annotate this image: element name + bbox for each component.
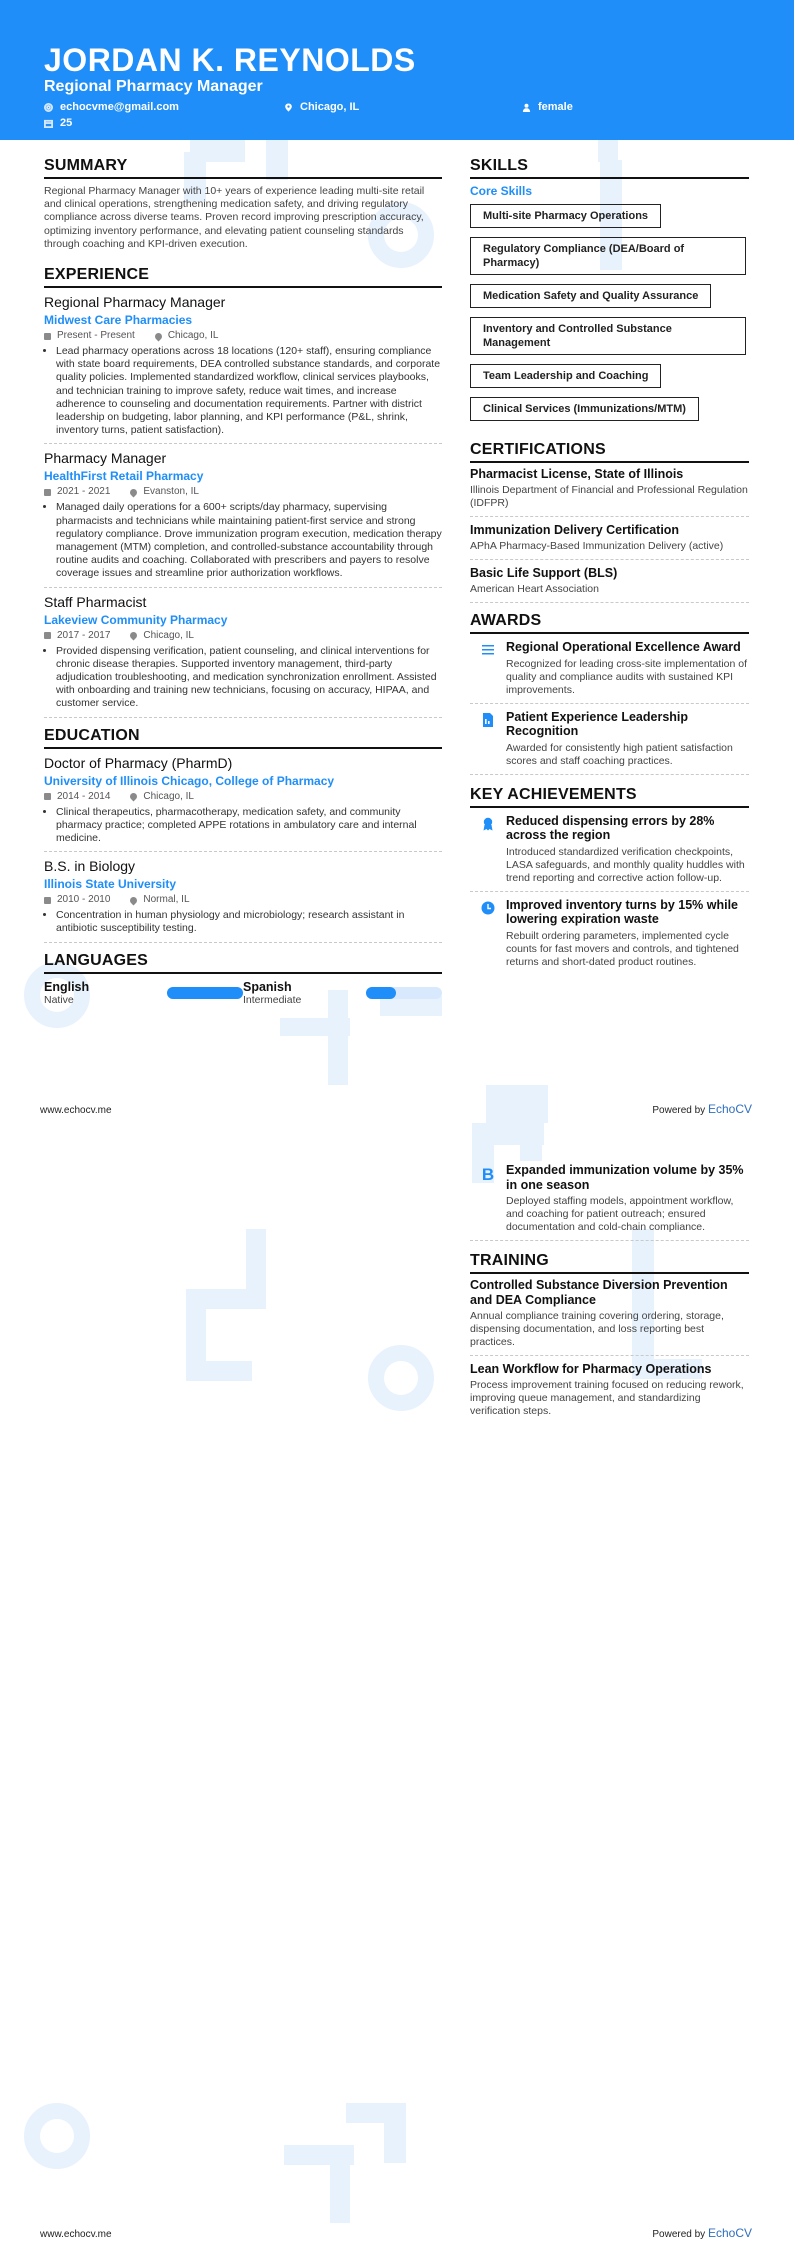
certification-issuer: Illinois Department of Financial and Professional Regulation (IDFPR) — [470, 484, 748, 509]
job-location: Chicago, IL — [143, 629, 194, 641]
end-date: 2017 — [88, 629, 111, 641]
award-title: Regional Operational Excellence Award — [506, 640, 741, 654]
document-icon — [470, 710, 506, 768]
start-date: 2010 — [57, 894, 80, 906]
achievement-item — [470, 892, 749, 975]
certifications-heading: CERTIFICATIONS — [470, 440, 749, 463]
job-meta: Present - Present Chicago, IL — [44, 330, 442, 342]
person-icon — [522, 103, 531, 112]
skill-tag: Team Leadership and Coaching — [470, 364, 661, 388]
education-meta: 2010 - 2010 Normal, IL — [44, 894, 442, 906]
location-pin-icon — [153, 331, 163, 341]
summary-text: Regional Pharmacy Manager with 10+ years of experience leading multi-site retail and clinical operations, strengthening medication safety, and driving regulatory compliance across diverse teams. Proven record improving prescription accuracy, optimizing inventory performance, and elevating patient counseling standards through coaching and KPI-driven execution. — [44, 185, 425, 250]
footer-site[interactable]: www.echocv.me — [40, 2229, 112, 2240]
resume-page-2 — [0, 1123, 794, 2246]
candidate-name: JORDAN K. REYNOLDS — [44, 42, 416, 78]
skill-tag: Regulatory Compliance (DEA/Board of Pharmacy) — [470, 237, 746, 275]
end-date: 2021 — [88, 486, 111, 498]
language-level: Native — [44, 993, 74, 1006]
language-proficiency-fill — [366, 987, 396, 999]
brand-logo: EchoCV — [707, 1102, 752, 1116]
certification-issuer: American Heart Association — [470, 583, 599, 595]
education-entry — [44, 858, 442, 942]
decorative-shape — [186, 1289, 266, 1309]
language-name: English — [44, 979, 90, 994]
skill-tag: Inventory and Controlled Substance Management — [470, 317, 746, 355]
right-column-continued — [470, 1159, 749, 1430]
calendar-icon — [44, 793, 51, 800]
language-item — [44, 980, 243, 1006]
location-text: Chicago, IL — [300, 101, 360, 113]
languages-list — [44, 980, 442, 1006]
certification-item — [470, 467, 749, 517]
experience-entry — [44, 294, 442, 444]
decorative-shape — [520, 1123, 542, 1161]
award-description: Recognized for leading cross-site implementation of quality and compliance audits with sustained KPI improvements. — [506, 657, 748, 696]
calendar-icon — [44, 897, 51, 904]
achievement-title: Expanded immunization volume by 35% in one season — [506, 1163, 744, 1192]
location-pin-icon — [129, 792, 139, 802]
powered-by-text: Powered by — [652, 1105, 706, 1116]
skill-tag: Medication Safety and Quality Assurance — [470, 284, 711, 308]
achievements-heading: KEY ACHIEVEMENTS — [470, 785, 749, 808]
training-description: Annual compliance training covering ordering, storage, dispensing documentation, and loss reporting best practices. — [470, 1310, 724, 1348]
resume-header — [0, 0, 794, 140]
company-name: HealthFirst Retail Pharmacy — [44, 469, 204, 484]
education-meta: 2014 - 2014 Chicago, IL — [44, 791, 442, 803]
skills-heading: SKILLS — [470, 156, 749, 179]
footer-powered-by — [652, 2226, 752, 2240]
start-date: 2017 — [57, 629, 80, 641]
decorative-ring — [368, 1345, 434, 1411]
job-title: Staff Pharmacist — [44, 593, 147, 610]
location-pin-icon — [129, 631, 139, 641]
right-column — [470, 156, 749, 975]
school-name: University of Illinois Chicago, College of Pharmacy — [44, 773, 335, 788]
end-date: Present — [100, 330, 135, 342]
contact-location — [284, 100, 359, 114]
certification-item — [470, 523, 749, 560]
clock-icon — [470, 898, 506, 969]
company-name: Lakeview Community Pharmacy — [44, 612, 228, 627]
achievement-description: Deployed staffing models, appointment workflow, and coaching for patient outreach; ensured documentation and cold-chain compliance. — [506, 1195, 734, 1233]
email-text: echocvme@gmail.com — [60, 101, 179, 113]
training-heading: TRAINING — [470, 1251, 749, 1274]
footer-site[interactable]: www.echocv.me — [40, 1105, 112, 1116]
languages-heading: LANGUAGES — [44, 951, 442, 974]
decorative-ring — [24, 2103, 90, 2169]
brand-logo: EchoCV — [707, 2226, 752, 2240]
award-item — [470, 634, 749, 704]
achievement-item — [470, 808, 749, 892]
end-date: 2010 — [88, 894, 111, 906]
list-icon — [470, 640, 506, 697]
award-description: Awarded for consistently high patient satisfaction scores and staff coaching practices. — [506, 741, 733, 767]
skills-list — [470, 204, 749, 430]
skill-tag: Multi-site Pharmacy Operations — [470, 204, 661, 228]
age-text: 25 — [60, 117, 73, 129]
certification-name: Immunization Delivery Certification — [470, 523, 680, 537]
job-description: • Managed daily operations for a 600+ scripts/day pharmacy, supervising pharmacists and technicians while maintaining patient-first service and strong regulatory compliance. Drove immunization program execution, medication therapy management (MTM) completion, and controlled-substance accountability through routine audits and coaching. Collaborated with prescribers and payers to resolve coverage issues and streamline prior authorization workflows. — [56, 501, 442, 580]
language-proficiency-bar — [366, 987, 442, 999]
calendar-icon — [44, 333, 51, 340]
left-column — [44, 156, 442, 1006]
job-title: Pharmacy Manager — [44, 450, 167, 467]
certification-name: Basic Life Support (BLS) — [470, 566, 618, 580]
training-item — [470, 1362, 749, 1424]
decorative-shape — [486, 1085, 548, 1123]
language-item — [243, 980, 442, 1006]
job-location: Evanston, IL — [143, 486, 199, 498]
start-date: Present — [57, 330, 92, 342]
education-entry — [44, 755, 442, 853]
end-date: 2014 — [88, 790, 111, 802]
certification-item — [470, 566, 749, 603]
school-location: Chicago, IL — [143, 790, 194, 802]
decorative-shape — [284, 2145, 354, 2165]
job-meta: 2017 - 2017 Chicago, IL — [44, 630, 442, 642]
contact-age — [44, 116, 72, 130]
skill-tag: Clinical Services (Immunizations/MTM) — [470, 397, 699, 421]
awards-heading: AWARDS — [470, 611, 749, 634]
education-description: • Clinical therapeutics, pharmacotherapy, medication safety, and community pharmacy practice; completed APPE rotations in ambulatory care and internal medicine. — [56, 806, 442, 846]
company-name: Midwest Care Pharmacies — [44, 313, 193, 328]
education-heading: EDUCATION — [44, 726, 442, 749]
candidate-title: Regional Pharmacy Manager — [44, 78, 263, 95]
education-description: • Concentration in human physiology and microbiology; research assistant in antibiotic susceptibility testing. — [56, 909, 442, 935]
gender-text: female — [538, 101, 573, 113]
experience-entry — [44, 594, 442, 718]
start-date: 2021 — [57, 486, 80, 498]
achievement-description: Introduced standardized verification checkpoints, LASA safeguards, and monthly quality huddles with trend reporting and corrective action follow-up. — [506, 845, 745, 884]
training-name: Lean Workflow for Pharmacy Operations — [470, 1362, 712, 1376]
decorative-shape — [330, 2163, 350, 2223]
job-title: Regional Pharmacy Manager — [44, 294, 226, 311]
job-location: Chicago, IL — [167, 330, 219, 342]
ribbon-icon — [470, 814, 506, 885]
job-meta: 2021 - 2021 Evanston, IL — [44, 486, 442, 498]
language-name: Spanish — [243, 979, 292, 994]
job-description: • Lead pharmacy operations across 18 locations (120+ staff), ensuring compliance with state board requirements, DEA controlled substance standards, and corporate quality policies. Implemented standardized workflow, clinical services playbooks, and technician training to improve safety, reduce wait times, and increase adherence to counseling and documentation requirements. Partner with district leadership on budgeting, labor planning, and KPI performance (P&L, shrink, inventory turns, patient satisfaction). — [56, 345, 442, 437]
decorative-shape — [384, 2103, 406, 2163]
powered-by-text: Powered by — [652, 2229, 706, 2240]
calendar-icon — [44, 632, 51, 639]
contact-gender — [522, 100, 573, 114]
school-location: Normal, IL — [143, 894, 190, 906]
language-level: Intermediate — [243, 993, 302, 1006]
training-name: Controlled Substance Diversion Prevention and DEA Compliance — [470, 1278, 728, 1307]
award-item — [470, 704, 749, 775]
location-pin-icon — [284, 103, 293, 112]
contact-email[interactable] — [44, 100, 179, 114]
location-pin-icon — [129, 895, 139, 905]
decorative-shape — [186, 1361, 252, 1381]
certification-issuer: APhA Pharmacy-Based Immunization Delivery (active) — [470, 540, 724, 552]
language-proficiency-fill — [167, 987, 243, 999]
job-description: • Provided dispensing verification, patient counseling, and clinical interventions for chronic disease therapies. Supported inventory management, third-party adjudication troubleshooting, and medication synchronization enrollment. Assisted with onboarding and training new technicians, focusing on accuracy, HIPAA, and customer service. — [56, 645, 442, 711]
training-item — [470, 1278, 749, 1356]
language-proficiency-bar — [167, 987, 243, 999]
training-description: Process improvement training focused on reducing rework, improving queue management, and standardizing verification steps. — [470, 1379, 744, 1417]
skills-subheading: Core Skills — [470, 184, 533, 198]
decorative-shape — [246, 1229, 266, 1291]
award-title: Patient Experience Leadership Recognition — [506, 709, 689, 738]
calendar-icon — [44, 489, 51, 496]
experience-entry — [44, 450, 442, 587]
footer-powered-by — [652, 1102, 752, 1116]
experience-heading: EXPERIENCE — [44, 265, 442, 288]
achievement-description: Rebuilt ordering parameters, implemented cycle counts for fast movers and controls, and tightened returns and short-dated product routines. — [506, 929, 739, 968]
achievement-title: Improved inventory turns by 15% while lowering expiration waste — [506, 897, 739, 926]
decorative-shape — [280, 1018, 350, 1036]
at-sign-icon — [44, 103, 53, 112]
degree-title: B.S. in Biology — [44, 858, 136, 875]
achievement-title: Reduced dispensing errors by 28% across the region — [506, 813, 715, 842]
start-date: 2014 — [57, 790, 80, 802]
degree-title: Doctor of Pharmacy (PharmD) — [44, 754, 233, 771]
letter-b-icon: B — [481, 1165, 495, 1184]
school-name: Illinois State University — [44, 877, 177, 892]
summary-heading: SUMMARY — [44, 156, 442, 179]
calendar-icon — [44, 119, 53, 128]
location-pin-icon — [129, 487, 139, 497]
achievement-item — [470, 1159, 749, 1241]
certification-name: Pharmacist License, State of Illinois — [470, 467, 684, 481]
